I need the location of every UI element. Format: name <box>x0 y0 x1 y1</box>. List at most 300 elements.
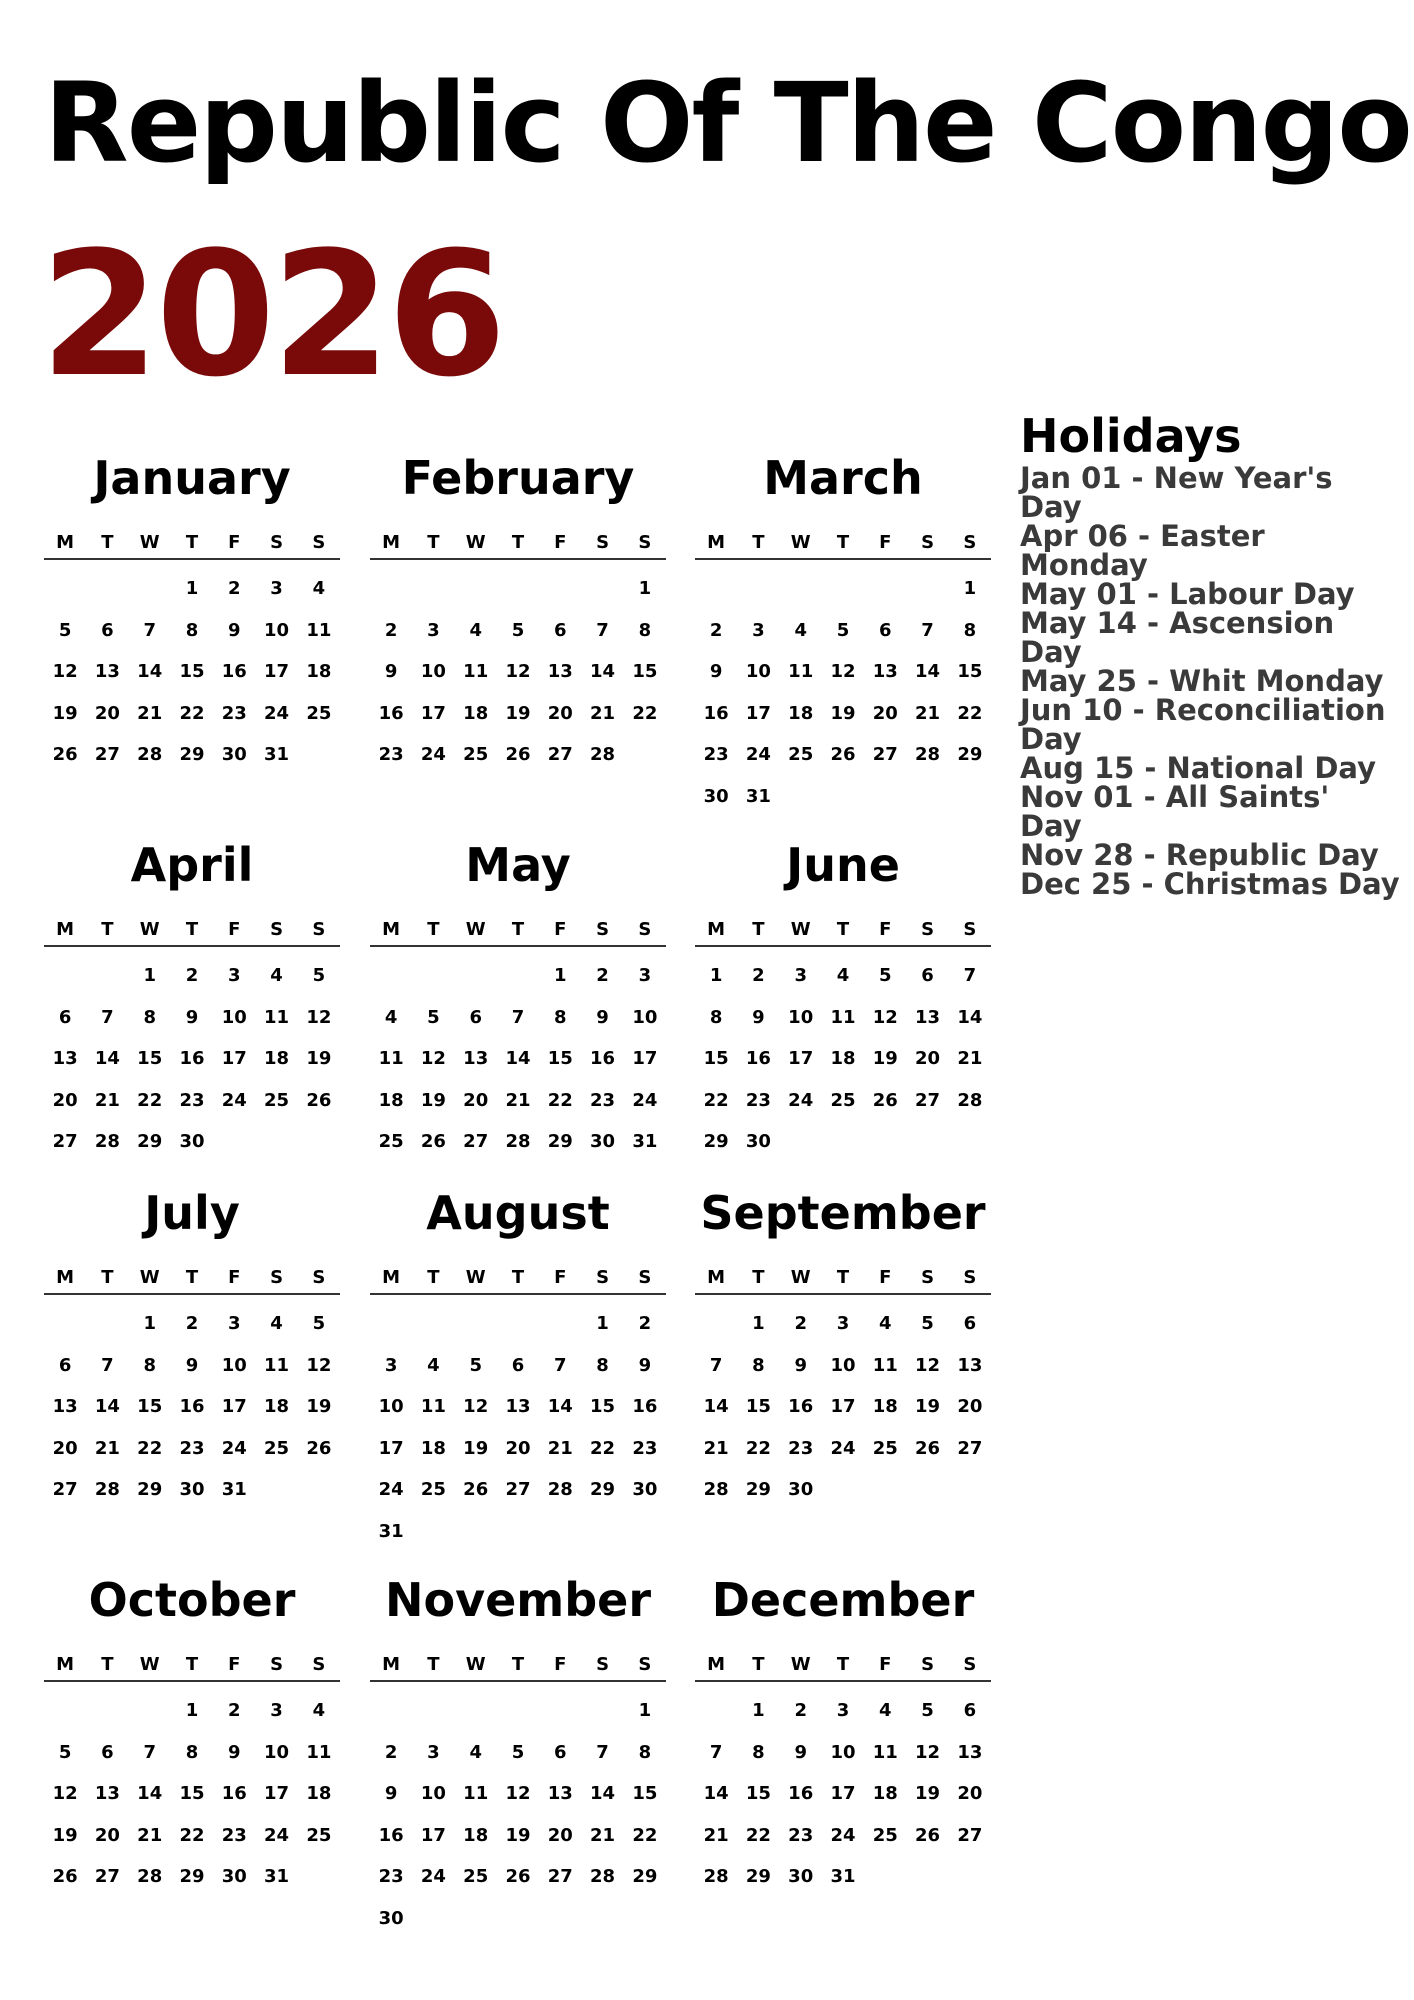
day-cell: 13 <box>463 1048 489 1069</box>
day-cell: 17 <box>632 1048 658 1069</box>
day-cell: 18 <box>463 1824 489 1846</box>
day-cell: 5 <box>836 619 850 641</box>
day-cell: 22 <box>179 1824 205 1846</box>
weekday-label: T <box>511 532 525 553</box>
day-cell: 12 <box>306 1006 332 1028</box>
day-cell: 29 <box>179 1866 205 1887</box>
day-cell: 9 <box>185 1006 199 1028</box>
day-cell: 8 <box>185 1741 199 1763</box>
day-cell: 25 <box>788 744 814 765</box>
day-cell: 31 <box>264 744 290 765</box>
day-cell: 22 <box>745 1437 771 1459</box>
day-cell: 4 <box>879 1313 892 1334</box>
weekday-label: S <box>638 919 652 940</box>
weekday-label: T <box>101 919 114 940</box>
day-cell: 22 <box>179 702 205 724</box>
day-cell: 22 <box>137 1437 163 1459</box>
day-cell: 2 <box>752 965 765 986</box>
month-name: March <box>763 451 923 505</box>
day-cell: 22 <box>745 1824 771 1846</box>
day-cell: 17 <box>420 1824 446 1846</box>
day-cell: 19 <box>505 702 531 724</box>
weekday-label: M <box>56 1267 75 1288</box>
day-cell: 31 <box>632 1131 658 1152</box>
month-july <box>44 1183 340 1511</box>
month-june <box>695 835 991 1163</box>
weekday-label: T <box>836 1654 850 1675</box>
empty-day-cell <box>412 568 454 610</box>
day-cell: 26 <box>505 744 531 765</box>
day-cell: 16 <box>632 1396 658 1417</box>
weekday-label: S <box>270 919 284 940</box>
day-cell: 13 <box>52 1048 78 1069</box>
day-cell: 21 <box>590 1824 616 1846</box>
day-cell: 19 <box>306 1396 332 1417</box>
weekday-label: T <box>511 1267 525 1288</box>
day-cell: 3 <box>384 1354 398 1376</box>
day-cell: 13 <box>547 661 573 682</box>
weekday-label: F <box>228 532 241 553</box>
weekday-header <box>370 915 666 947</box>
month-november <box>370 1570 666 1939</box>
day-cell: 12 <box>830 661 856 682</box>
day-cell: 5 <box>921 1313 934 1334</box>
day-cell: 26 <box>420 1131 446 1152</box>
weekday-label: T <box>427 1654 440 1675</box>
day-cell: 10 <box>221 1354 247 1376</box>
day-cell: 7 <box>921 619 934 641</box>
day-cell: 28 <box>137 1866 163 1887</box>
empty-day-cell <box>497 955 539 997</box>
day-cell: 9 <box>638 1354 652 1376</box>
day-cell: 24 <box>264 702 290 724</box>
day-cell: 10 <box>830 1741 856 1763</box>
day-cell: 3 <box>427 1741 440 1763</box>
day-cell: 16 <box>221 661 247 682</box>
day-cell: 13 <box>547 1783 573 1804</box>
day-cell: 23 <box>179 1437 205 1459</box>
day-cell: 6 <box>554 619 567 641</box>
day-cell: 19 <box>52 1824 78 1846</box>
day-cell: 11 <box>306 1741 332 1763</box>
weekday-header <box>370 1263 666 1295</box>
weekday-label: S <box>963 1654 977 1675</box>
day-cell: 5 <box>469 1354 482 1376</box>
empty-day-cell <box>412 1303 454 1345</box>
day-cell: 28 <box>590 1866 616 1887</box>
day-cell: 15 <box>632 661 658 682</box>
day-cell: 3 <box>836 1313 850 1334</box>
day-cell: 19 <box>52 702 78 724</box>
day-cell: 26 <box>915 1824 941 1846</box>
weekday-label: T <box>752 1267 765 1288</box>
day-cell: 16 <box>179 1048 205 1069</box>
weekday-label: T <box>752 919 765 940</box>
day-cell: 2 <box>638 1313 652 1334</box>
day-cell: 21 <box>505 1089 531 1111</box>
day-cell: 30 <box>788 1866 814 1887</box>
weekday-label: W <box>465 1654 486 1675</box>
day-cell: 1 <box>185 578 199 599</box>
day-cell: 6 <box>963 1313 977 1334</box>
day-cell: 14 <box>915 661 941 682</box>
day-cell: 5 <box>58 619 72 641</box>
day-cell: 28 <box>703 1479 729 1500</box>
day-cell: 25 <box>264 1089 290 1111</box>
holiday-item: Nov 28 - Republic Day <box>1020 838 1379 872</box>
weekday-label: F <box>554 1267 567 1288</box>
weekday-label: F <box>554 919 567 940</box>
day-cell: 29 <box>137 1131 163 1152</box>
day-cell: 18 <box>872 1783 898 1804</box>
weekday-label: S <box>963 919 977 940</box>
day-cell: 20 <box>957 1396 983 1417</box>
empty-day-cell <box>822 568 864 610</box>
day-cell: 2 <box>384 1741 398 1763</box>
day-cell: 12 <box>872 1006 898 1028</box>
day-cell: 14 <box>703 1783 729 1804</box>
day-cell: 23 <box>788 1437 814 1459</box>
day-cell: 12 <box>463 1396 489 1417</box>
day-cell: 15 <box>703 1048 729 1069</box>
weekday-label: S <box>596 1267 610 1288</box>
holiday-item: May 25 - Whit Monday <box>1020 664 1384 698</box>
day-cell: 18 <box>306 661 332 682</box>
weekday-label: W <box>790 919 811 940</box>
weekday-header <box>44 1263 340 1295</box>
day-cell: 24 <box>264 1824 290 1846</box>
day-cell: 2 <box>794 1700 807 1721</box>
day-cell: 31 <box>264 1866 290 1887</box>
day-cell: 10 <box>788 1006 814 1028</box>
weekday-label: T <box>101 532 114 553</box>
day-cell: 30 <box>221 1866 247 1887</box>
day-cell: 3 <box>836 1700 850 1721</box>
day-cell: 4 <box>469 619 482 641</box>
day-cell: 27 <box>547 1866 573 1887</box>
day-cell: 16 <box>590 1048 616 1069</box>
day-cell: 21 <box>137 702 163 724</box>
day-cell: 8 <box>638 1741 652 1763</box>
day-cell: 4 <box>879 1700 892 1721</box>
weekday-label: T <box>101 1654 114 1675</box>
holiday-item: Apr 06 - Easter Monday <box>1020 519 1265 582</box>
day-cell: 10 <box>221 1006 247 1028</box>
weekday-label: T <box>185 1654 199 1675</box>
day-cell: 17 <box>378 1437 404 1459</box>
weekday-label: M <box>382 532 401 553</box>
day-cell: 3 <box>270 1700 283 1721</box>
day-cell: 4 <box>427 1354 440 1376</box>
day-cell: 3 <box>752 619 765 641</box>
day-cell: 11 <box>306 619 332 641</box>
empty-day-cell <box>129 568 171 610</box>
day-cell: 16 <box>788 1396 814 1417</box>
month-march <box>695 448 991 817</box>
day-cell: 6 <box>921 965 934 986</box>
day-cell: 6 <box>963 1700 977 1721</box>
month-september <box>695 1183 991 1511</box>
day-cell: 11 <box>788 661 814 682</box>
weekday-label: F <box>554 1654 567 1675</box>
day-cell: 14 <box>94 1048 120 1069</box>
weekday-label: T <box>185 919 199 940</box>
weekday-label: S <box>596 1654 610 1675</box>
day-grid <box>370 955 666 1163</box>
day-cell: 25 <box>420 1479 446 1500</box>
day-cell: 1 <box>709 965 723 986</box>
day-cell: 3 <box>638 965 652 986</box>
day-cell: 23 <box>179 1089 205 1111</box>
day-cell: 27 <box>52 1131 78 1152</box>
day-cell: 2 <box>384 619 398 641</box>
day-cell: 10 <box>830 1354 856 1376</box>
weekday-header <box>44 1650 340 1682</box>
day-cell: 10 <box>264 1741 290 1763</box>
weekday-label: T <box>752 532 765 553</box>
day-cell: 7 <box>101 1006 114 1028</box>
day-cell: 19 <box>915 1783 941 1804</box>
weekday-label: S <box>270 1267 284 1288</box>
empty-day-cell <box>455 1303 497 1345</box>
day-cell: 15 <box>137 1048 163 1069</box>
day-cell: 4 <box>270 1313 283 1334</box>
day-grid <box>370 1690 666 1939</box>
day-cell: 11 <box>378 1048 404 1069</box>
empty-day-cell <box>412 955 454 997</box>
day-cell: 12 <box>52 1783 78 1804</box>
day-cell: 12 <box>52 661 78 682</box>
weekday-label: W <box>790 1267 811 1288</box>
day-cell: 19 <box>872 1048 898 1069</box>
empty-day-cell <box>695 1303 737 1345</box>
weekday-label: T <box>101 1267 114 1288</box>
day-cell: 21 <box>703 1824 729 1846</box>
day-cell: 17 <box>221 1396 247 1417</box>
day-cell: 22 <box>137 1089 163 1111</box>
weekday-header <box>695 915 991 947</box>
empty-day-cell <box>412 1690 454 1732</box>
empty-day-cell <box>695 568 737 610</box>
weekday-label: M <box>707 919 726 940</box>
day-cell: 18 <box>872 1396 898 1417</box>
day-cell: 11 <box>264 1006 290 1028</box>
day-cell: 1 <box>143 965 156 986</box>
empty-day-cell <box>695 1690 737 1732</box>
weekday-label: F <box>554 532 567 553</box>
day-grid <box>695 955 991 1163</box>
weekday-label: M <box>382 919 401 940</box>
day-cell: 13 <box>957 1354 983 1376</box>
weekday-label: S <box>596 919 610 940</box>
day-cell: 17 <box>221 1048 247 1069</box>
month-name: April <box>130 838 254 892</box>
holiday-item: May 14 - Ascension Day <box>1020 606 1335 669</box>
day-cell: 1 <box>752 1700 765 1721</box>
day-cell: 24 <box>420 1866 446 1887</box>
day-cell: 25 <box>306 702 332 724</box>
day-cell: 14 <box>137 1783 163 1804</box>
month-may <box>370 835 666 1163</box>
day-grid <box>695 568 991 817</box>
day-cell: 1 <box>554 965 567 986</box>
day-cell: 26 <box>52 744 78 765</box>
day-cell: 27 <box>957 1437 983 1459</box>
day-cell: 29 <box>703 1131 729 1152</box>
day-cell: 28 <box>94 1131 120 1152</box>
day-cell: 11 <box>463 1783 489 1804</box>
empty-day-cell <box>86 955 128 997</box>
day-cell: 3 <box>228 965 241 986</box>
day-cell: 6 <box>58 1006 72 1028</box>
day-cell: 6 <box>469 1006 482 1028</box>
day-cell: 19 <box>505 1824 531 1846</box>
day-cell: 14 <box>590 661 616 682</box>
day-cell: 5 <box>511 619 525 641</box>
day-cell: 11 <box>264 1354 290 1376</box>
day-cell: 8 <box>752 1354 765 1376</box>
day-cell: 30 <box>221 744 247 765</box>
holiday-item: Dec 25 - Christmas Day <box>1020 867 1400 901</box>
day-cell: 20 <box>547 702 573 724</box>
day-cell: 4 <box>836 965 850 986</box>
day-cell: 29 <box>179 744 205 765</box>
weekday-label: W <box>139 1267 160 1288</box>
day-cell: 17 <box>745 702 771 724</box>
holiday-item: May 01 - Labour Day <box>1020 577 1355 611</box>
day-cell: 15 <box>957 661 983 682</box>
holiday-item: Nov 01 - All Saints' Day <box>1020 780 1330 843</box>
weekday-label: S <box>921 919 935 940</box>
day-cell: 28 <box>505 1131 531 1152</box>
weekday-label: S <box>963 1267 977 1288</box>
day-cell: 29 <box>137 1479 163 1500</box>
day-cell: 13 <box>872 661 898 682</box>
day-cell: 23 <box>378 1866 404 1887</box>
day-cell: 26 <box>52 1866 78 1887</box>
weekday-header <box>695 528 991 560</box>
day-cell: 19 <box>830 702 856 724</box>
day-cell: 9 <box>185 1354 199 1376</box>
day-cell: 8 <box>596 1354 609 1376</box>
day-cell: 15 <box>632 1783 658 1804</box>
day-cell: 25 <box>463 744 489 765</box>
day-cell: 15 <box>547 1048 573 1069</box>
day-cell: 22 <box>547 1089 573 1111</box>
day-cell: 21 <box>915 702 941 724</box>
day-cell: 31 <box>378 1520 404 1542</box>
day-cell: 13 <box>505 1396 531 1417</box>
day-cell: 7 <box>101 1354 114 1376</box>
day-cell: 15 <box>137 1396 163 1417</box>
weekday-label: T <box>836 1267 850 1288</box>
day-cell: 15 <box>179 1783 205 1804</box>
day-cell: 20 <box>52 1089 78 1111</box>
day-cell: 9 <box>228 1741 241 1763</box>
day-cell: 27 <box>94 744 120 765</box>
day-cell: 17 <box>788 1048 814 1069</box>
day-cell: 8 <box>963 619 977 641</box>
day-cell: 14 <box>137 661 163 682</box>
weekday-header <box>44 915 340 947</box>
day-cell: 17 <box>264 1783 290 1804</box>
day-cell: 20 <box>872 702 898 724</box>
day-cell: 19 <box>420 1089 446 1111</box>
day-cell: 7 <box>963 965 977 986</box>
day-cell: 2 <box>794 1313 807 1334</box>
day-cell: 9 <box>794 1354 807 1376</box>
weekday-label: T <box>752 1654 765 1675</box>
day-cell: 9 <box>752 1006 765 1028</box>
day-cell: 26 <box>306 1437 332 1459</box>
empty-day-cell <box>44 1690 86 1732</box>
day-cell: 27 <box>94 1866 120 1887</box>
month-name: September <box>700 1186 986 1240</box>
day-grid <box>370 1303 666 1552</box>
day-cell: 25 <box>306 1824 332 1846</box>
weekday-label: F <box>228 1654 241 1675</box>
day-cell: 13 <box>52 1396 78 1417</box>
day-cell: 29 <box>745 1866 771 1887</box>
empty-day-cell <box>370 955 412 997</box>
day-cell: 26 <box>830 744 856 765</box>
day-cell: 7 <box>554 1354 567 1376</box>
day-cell: 22 <box>957 702 983 724</box>
day-cell: 3 <box>228 1313 241 1334</box>
empty-day-cell <box>539 568 581 610</box>
day-cell: 2 <box>709 619 723 641</box>
weekday-label: S <box>921 1267 935 1288</box>
weekday-label: S <box>312 1267 326 1288</box>
month-name: June <box>786 838 900 892</box>
empty-day-cell <box>370 568 412 610</box>
day-cell: 18 <box>420 1437 446 1459</box>
day-cell: 25 <box>872 1437 898 1459</box>
day-cell: 9 <box>384 661 398 682</box>
empty-day-cell <box>497 1690 539 1732</box>
day-cell: 1 <box>143 1313 156 1334</box>
weekday-label: S <box>921 532 935 553</box>
day-cell: 14 <box>505 1048 531 1069</box>
weekday-label: F <box>228 1267 241 1288</box>
weekday-label: W <box>139 532 160 553</box>
day-cell: 8 <box>709 1006 723 1028</box>
weekday-header <box>695 1650 991 1682</box>
empty-day-cell <box>370 1690 412 1732</box>
day-cell: 23 <box>745 1089 771 1111</box>
day-cell: 9 <box>794 1741 807 1763</box>
holiday-item: Jan 01 - New Year's Day <box>1020 461 1333 524</box>
day-cell: 4 <box>312 1700 326 1721</box>
day-cell: 29 <box>957 744 983 765</box>
day-cell: 8 <box>752 1741 765 1763</box>
holiday-item: Aug 15 - National Day <box>1020 751 1377 785</box>
day-cell: 25 <box>830 1089 856 1111</box>
month-name: August <box>426 1186 610 1240</box>
day-cell: 4 <box>270 965 283 986</box>
weekday-label: S <box>312 919 326 940</box>
day-cell: 14 <box>703 1396 729 1417</box>
page-title: Republic Of The Congo <box>44 59 1411 187</box>
weekday-label: W <box>139 1654 160 1675</box>
weekday-label: S <box>312 1654 326 1675</box>
empty-day-cell <box>497 568 539 610</box>
day-cell: 26 <box>872 1089 898 1111</box>
day-cell: 9 <box>596 1006 609 1028</box>
empty-day-cell <box>539 1690 581 1732</box>
empty-day-cell <box>737 568 779 610</box>
weekday-label: F <box>879 532 892 553</box>
